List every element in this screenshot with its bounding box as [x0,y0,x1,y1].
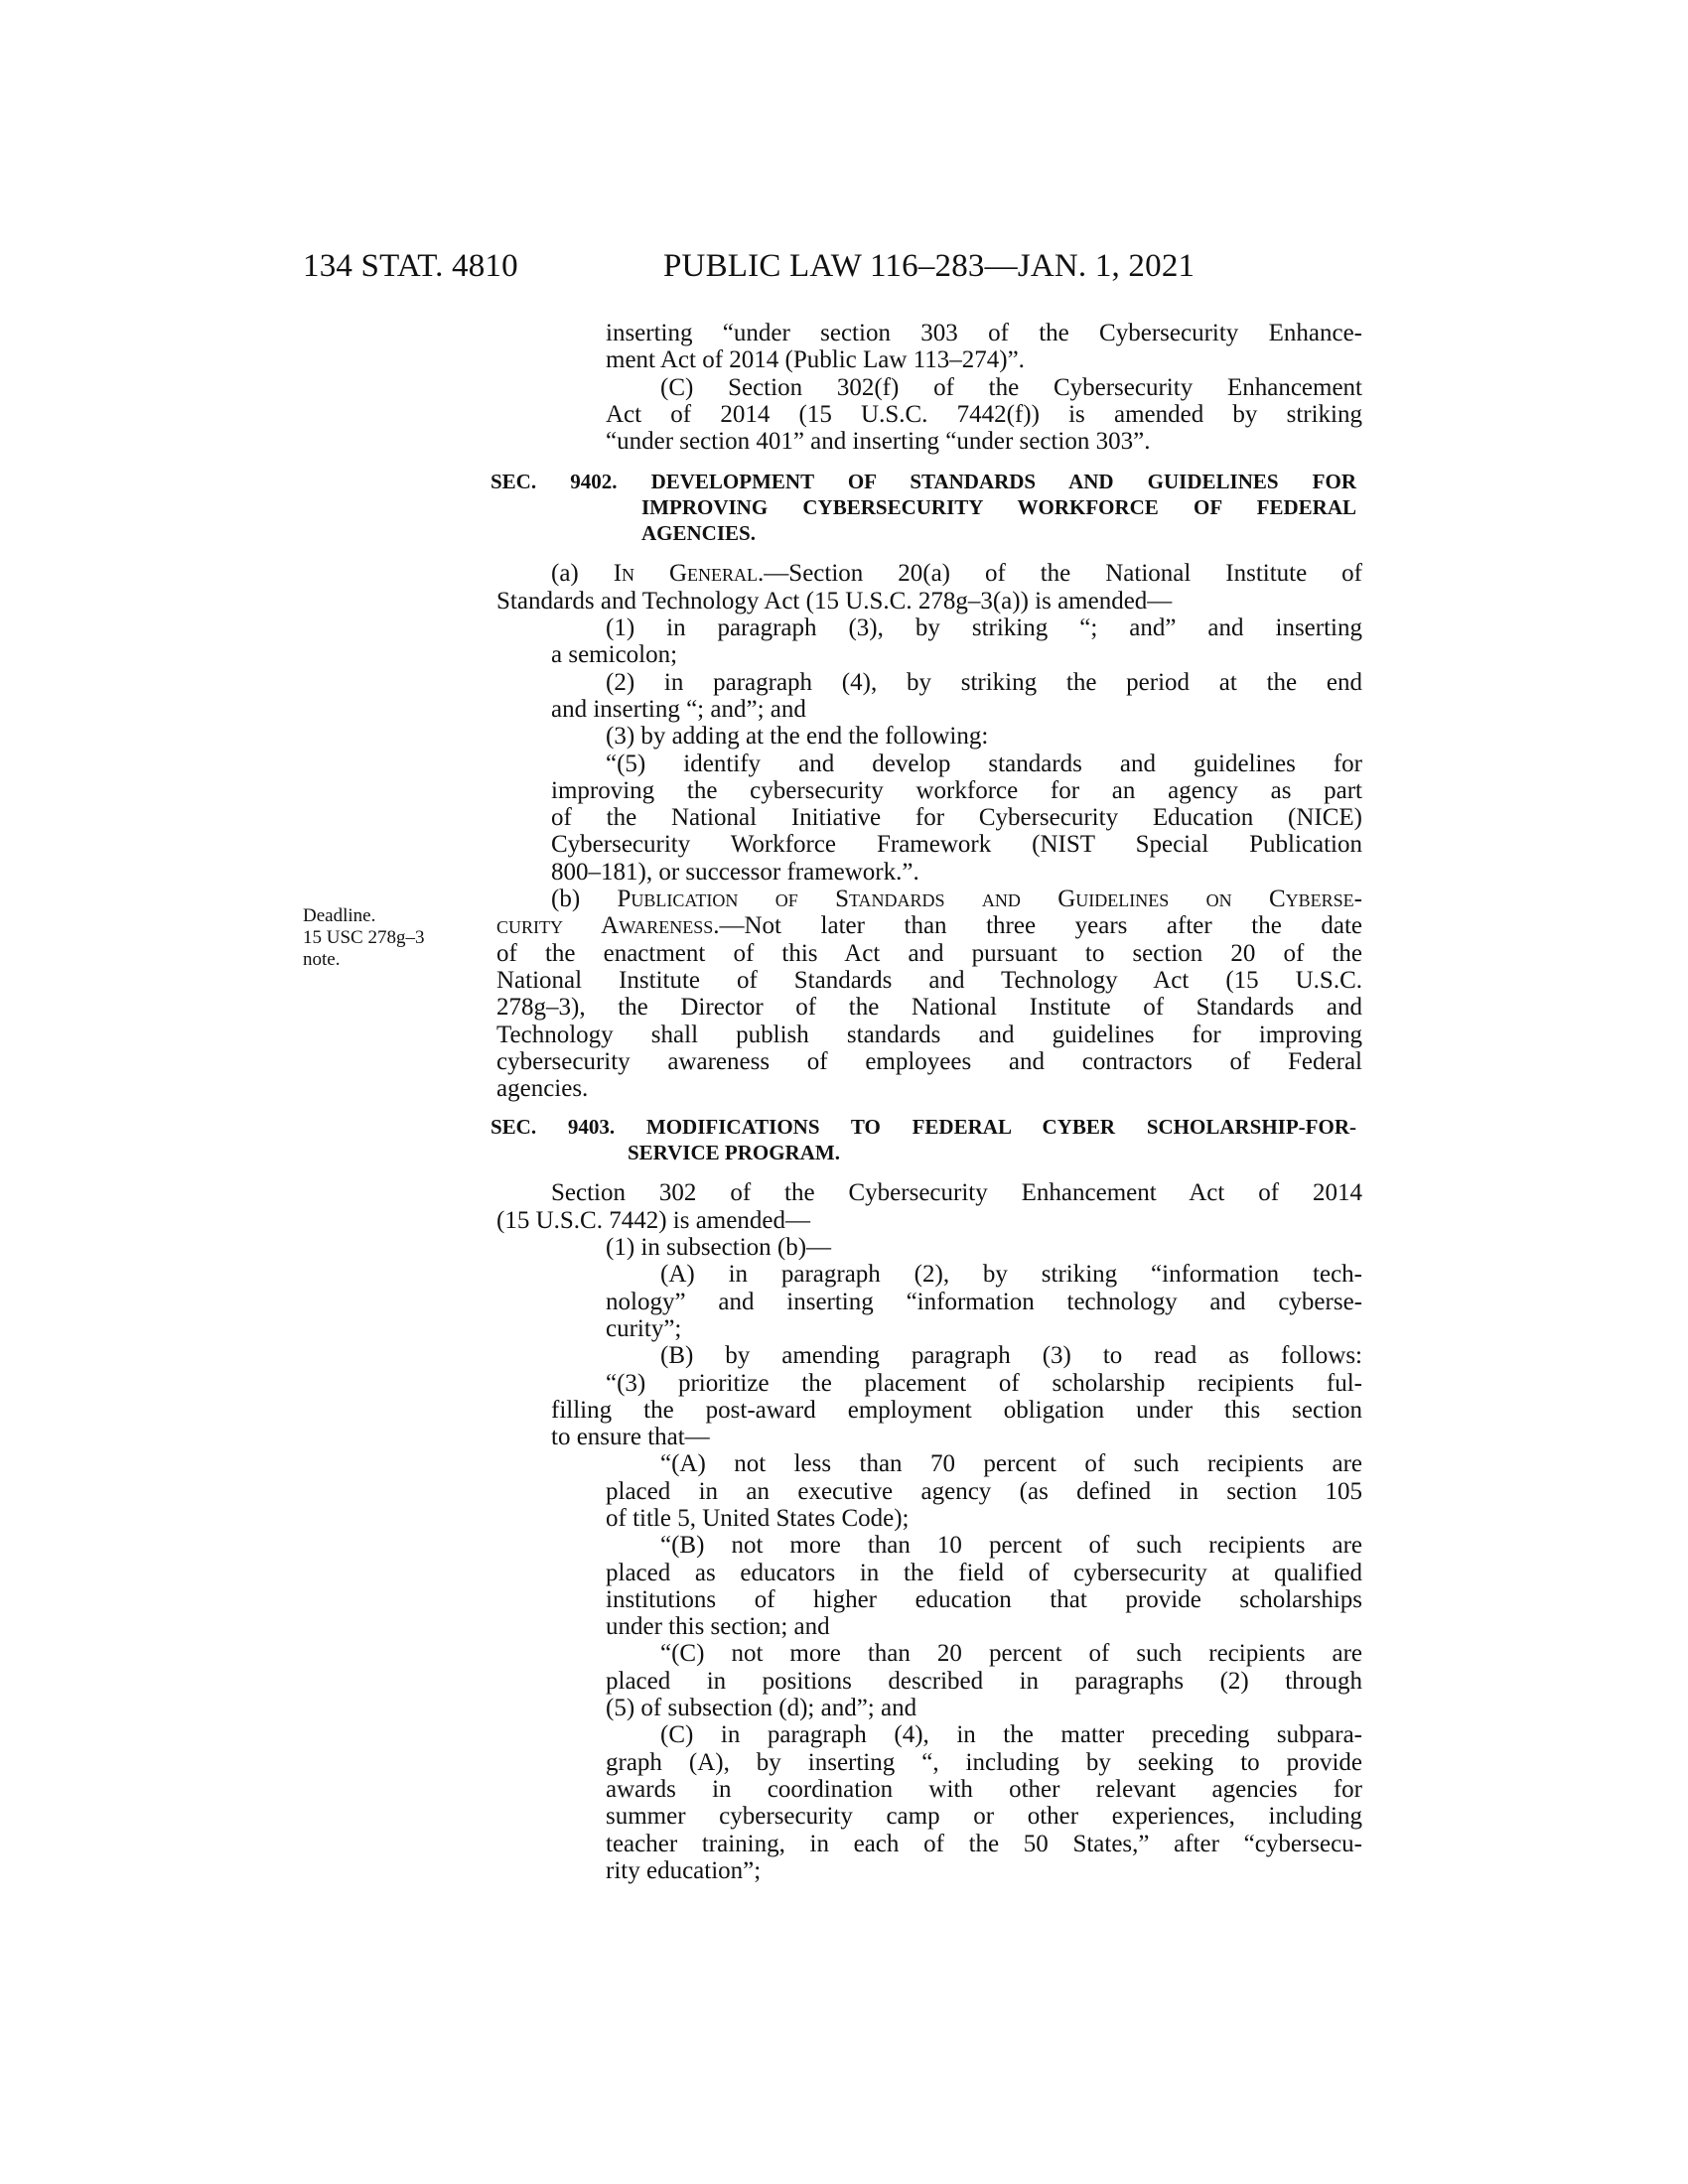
text-line: (2) in paragraph (4), by striking the period at the end [606,668,1362,696]
text-line: (A) in paragraph (2), by striking “information tech- [660,1261,1362,1289]
text-line: National Institute of Standards and Technology Act (15 U.S.C. [496,966,1362,994]
text-line: of the enactment of this Act and pursuant to section 20 of the [496,939,1362,967]
text-line: Standards and Technology Act (15 U.S.C. 278g–3(a)) is amended— [496,587,1173,614]
text-line [496,912,1362,939]
text-line: agencies. [496,1075,589,1103]
subsection-a-label: (a) [551,560,614,588]
text-line: summer cybersecurity camp or other experiences, including [606,1803,1362,1831]
text-line: ment Act of 2014 (Public Law 113–274)”. [606,346,1025,374]
margin-note-deadline: Deadline. [303,905,376,926]
text-line: of title 5, United States Code); [606,1504,910,1532]
subsection-b-label: (b) [551,886,618,913]
subsection-a-text: .—Section 20(a) of the National Institute of [758,560,1362,588]
margin-note-note: note. [303,949,341,970]
text-line: (15 U.S.C. 7442) is amended— [496,1206,810,1234]
text-line: (1) in paragraph (3), by striking “; and” and inserting [606,614,1362,642]
text-line: rity education”; [606,1856,762,1884]
text-line: Act of 2014 (15 U.S.C. 7442(f)) is amended by striking [606,400,1362,428]
section-9403-body [496,1179,1362,1884]
text-line: “(C) not more than 20 percent of such recipients are [660,1640,1362,1668]
statute-body [491,320,1362,1884]
subsection-b [496,886,1362,1102]
text-line [496,886,1362,912]
text-line: graph (A), by inserting “, including by seeking to provide [606,1748,1362,1776]
section-heading-9403 [491,1114,1356,1165]
heading-line: SEC. 9403. MODIFICATIONS TO FEDERAL CYBER SCHOLARSHIP-FOR- [491,1115,1356,1140]
text-line: placed in positions described in paragraphs (2) through [606,1667,1362,1695]
heading-line: AGENCIES. [641,521,756,546]
text-line: and inserting “; and”; and [551,695,806,723]
text-line: (1) in subsection (b)— [606,1234,832,1262]
text-line: Technology shall publish standards and guidelines for improving [496,1021,1362,1048]
text-line: 800–181), or successor framework.”. [551,858,919,886]
text-line: (3) by adding at the end the following: [606,723,989,751]
subsection-a-caption: In General [613,560,759,588]
stat-page-number: 134 STAT. 4810 [303,248,518,284]
text-line: under this section; and [606,1613,830,1641]
text-line: “under section 401” and inserting “under section 303”. [606,428,1151,456]
text-line: (B) by amending paragraph (3) to read as follows: [660,1342,1362,1370]
text-line: a semicolon; [551,641,678,669]
subsection-a [496,560,1362,886]
text-line: (C) in paragraph (4), in the matter preceding subpara- [660,1721,1362,1749]
margin-note [303,905,424,971]
text-line: teacher training, in each of the 50 States,” after “cybersecu- [606,1830,1362,1857]
subsection-b-caption: Publication of Standards and Guidelines on Cyberse- [617,886,1362,913]
public-law-header: PUBLIC LAW 116–283—JAN. 1, 2021 [663,248,1196,284]
intro-continuation [496,320,1362,455]
text-line: Cybersecurity Workforce Framework (NIST Special Publication [551,831,1362,859]
heading-line: SEC. 9402. DEVELOPMENT OF STANDARDS AND GUIDELINES FOR [491,470,1356,494]
heading-line: IMPROVING CYBERSECURITY WORKFORCE OF FEDERAL [641,495,1356,520]
text-line: placed as educators in the field of cybersecurity at qualified [606,1559,1362,1586]
text-line: 278g–3), the Director of the National Institute of Standards and [496,994,1362,1022]
margin-note-usc: 15 USC 278g–3 [303,927,425,948]
text-line: improving the cybersecurity workforce for an agency as part [551,776,1362,804]
text-line: institutions of higher education that provide scholarships [606,1585,1362,1613]
text-line: cybersecurity awareness of employees and contractors of Federal [496,1047,1362,1075]
text-line: (C) Section 302(f) of the Cybersecurity Enhancement [660,373,1362,401]
text-line: (5) of subsection (d); and”; and [606,1695,917,1722]
text-line: placed in an executive agency (as defined in section 105 [606,1477,1362,1505]
text-line: “(A) not less than 70 percent of such recipients are [660,1450,1362,1478]
text-line: “(B) not more than 10 percent of such recipients are [660,1532,1362,1560]
text-line: Section 302 of the Cybersecurity Enhancement Act of 2014 [551,1179,1362,1207]
text-line: of the National Initiative for Cybersecurity Education (NICE) [551,804,1362,832]
text-line: nology” and inserting “information technology and cyberse- [606,1288,1362,1315]
text-line: curity”; [606,1314,682,1342]
text-line: to ensure that— [551,1424,710,1451]
text-line: inserting “under section 303 of the Cybersecurity Enhance- [606,320,1362,346]
subsection-b-caption-cont: curity Awareness [496,912,714,940]
heading-line: SERVICE PROGRAM. [628,1141,840,1165]
text-line [496,560,1362,587]
section-heading-9402 [491,469,1356,546]
subsection-b-text: .—Not later than three years after the date [713,912,1362,940]
text-line: awards in coordination with other relevant agencies for [606,1775,1362,1803]
text-line: “(5) identify and develop standards and guidelines for [606,750,1362,777]
text-line: filling the post-award employment obligation under this section [551,1396,1362,1424]
text-line: “(3) prioritize the placement of scholarship recipients ful- [606,1369,1362,1397]
